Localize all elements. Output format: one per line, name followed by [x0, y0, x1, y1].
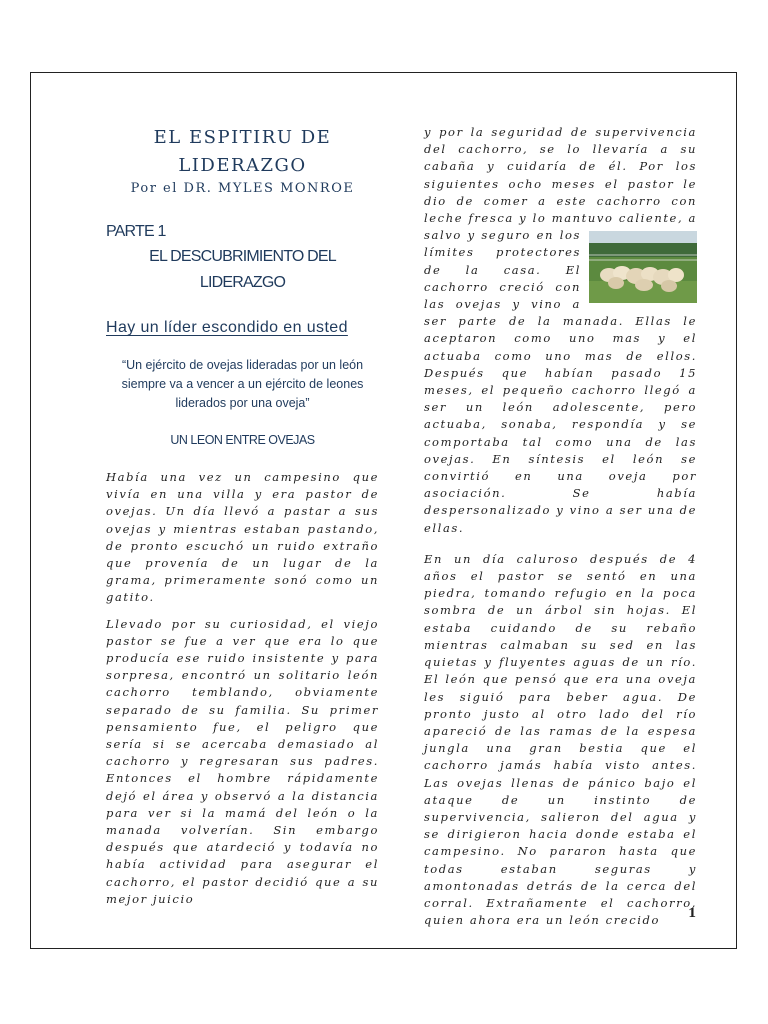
part-label: PARTE 1	[106, 223, 166, 240]
sheep-flock-photo	[589, 231, 697, 303]
story-paragraph-continued	[424, 124, 697, 537]
left-column	[106, 124, 379, 917]
story-paragraph: Llevado por su curiosidad, el viejo pastor se fue a ver que era lo que producía ese ruido insistente y para sorpresa, encontró un solitario león cachorro temblando, obviamente separado de su familia. Su primer pensamiento fue, el peligro que sería si se acercaba demasiado al cachorro y regresaran sus padres. Entonces el hombre rápidamente dejó el área y observó a la distancia para ver si la mamá del león o la manada volverían. Sin embargo después que atardeció y todavía no había actividad para asegurar el cachorro, el pastor decidió que a su mejor juicio	[106, 616, 379, 906]
story-subheading: UN LEON ENTRE OVEJAS	[170, 433, 315, 447]
section-heading: Hay un líder escondido en usted	[106, 319, 348, 336]
document-author: Por el DR. MYLES MONROE	[130, 181, 355, 196]
page-number: 1	[688, 906, 697, 920]
paragraph-text-top: y por la seguridad de supervivencia del cachorro, se lo llevaría a su cabaña y cuidaría de él. Por los siguientes ocho meses el pastor le dio de comer a este cachorro con leche fresca y lo mantuvo caliente, a salvo y seguro en los	[424, 125, 697, 243]
part-title-line1: EL DESCUBRIMIENTO DEL	[149, 248, 336, 265]
document-title-line1: EL ESPITIRU DE	[153, 127, 332, 148]
paragraph-text-wrap: límites protectores de la casa. El cachorro creció con las ovejas y vino a ser parte de la manada. Ellas le aceptaron como uno mas y el actuaba como uno mas de ellos. Después que habían pasado 15 meses, el pequeño cachorro llegó a ser un león adolescente, pero actuaba, sonaba, respondía y se comportaba tal como una de las ovejas. En síntesis el león se convirtió en una oveja por asociación. Se había despersonalizado y vino a ser una de ellas.	[424, 245, 697, 535]
opening-quote: “Un ejército de ovejas lideradas por un león siempre va a vencer a un ejército de leones liderados por una oveja”	[121, 358, 364, 410]
document-title-line2: LIDERAZGO	[178, 155, 307, 176]
story-paragraph: Había una vez un campesino que vivía en una villa y era pastor de ovejas. Un día llevó a pastar a sus ovejas y mientras estaban pastando, de pronto escuchó un ruido extraño que provenía de un lugar de la grama, primeramente sonó como un gatito.	[106, 470, 379, 605]
right-column	[424, 124, 697, 938]
part-title-line2: LIDERAZGO	[199, 274, 286, 291]
story-paragraph: En un día caluroso después de 4 años el pastor se sentó en una piedra, tomando refugio en la poca sombra de un árbol sin hojas. El estaba cuidando de su rebaño mientras calmaban su sed en las quietas y fluyentes aguas de un río. El león que pensó que era una oveja les siguió para beber agua. De pronto justo al otro lado del río apareció de las ramas de la espesa jungla una gran bestia que el cachorro jamás había visto antes. Las ovejas llenas de pánico bajo el ataque de un instinto de supervivencia, salieron del agua y se dirigieron hacia donde estaba el campesino. No pararon hasta que todas estaban seguras y amontonadas detrás de la cerca del corral. Extrañamente el cachorro, quien ahora era un león crecido	[424, 551, 697, 928]
part-title	[106, 244, 379, 296]
